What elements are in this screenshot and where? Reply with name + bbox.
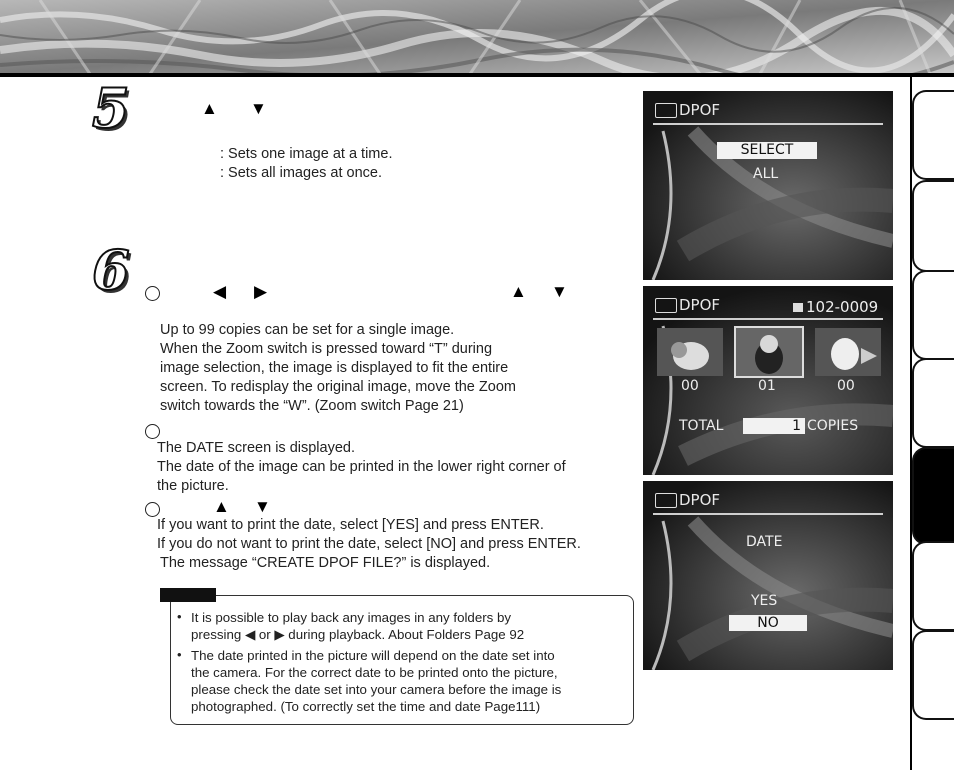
option-yes[interactable]: YES — [751, 593, 778, 609]
para3-line: The message “CREATE DPOF FILE?” is displayed. — [160, 555, 491, 571]
screen-title: DPOF — [679, 491, 721, 509]
screen-title: DPOF — [679, 101, 721, 119]
copy-count-3: 00 — [837, 378, 855, 394]
note-item2-line: the camera. For the correct date to be printed onto the picture, — [191, 665, 558, 680]
copy-count-2: 01 — [758, 378, 776, 394]
thumbnail-2-selected[interactable] — [734, 326, 804, 378]
total-label: TOTAL — [679, 418, 724, 434]
note-item1-line: pressing ◀ or ▶ during playback. About Folders Page 92 — [191, 627, 525, 642]
step-number-5: 5 — [92, 76, 130, 140]
para1-line: switch towards the “W”. (Zoom switch Page 21) — [160, 398, 464, 414]
copies-label: COPIES — [807, 418, 859, 434]
step-number-6: 6 — [92, 238, 130, 302]
para1-line: When the Zoom switch is pressed toward “T” during — [160, 341, 493, 357]
substep-1-circle — [145, 286, 160, 301]
copy-count-1: 00 — [681, 378, 699, 394]
side-tab-7[interactable] — [912, 630, 954, 720]
para1-line: screen. To redisplay the original image, move the Zoom — [160, 379, 516, 395]
para2-line: the picture. — [157, 478, 229, 494]
step5-all-desc: : Sets all images at once. — [220, 165, 382, 181]
folder-number — [793, 298, 878, 316]
para3-line: If you want to print the date, select [YES] and press ENTER. — [157, 517, 544, 533]
note-tag — [160, 588, 216, 602]
option-all[interactable]: ALL — [753, 166, 779, 182]
side-tab-4[interactable] — [912, 358, 954, 448]
para2-line: The date of the image can be printed in the lower right corner of — [157, 459, 566, 475]
para1-line: Up to 99 copies can be set for a single image. — [160, 322, 455, 338]
film-strip-graphic — [643, 481, 893, 670]
substep-2-circle — [145, 424, 160, 439]
header-banner — [0, 0, 954, 74]
right-arrow-icon: ▶ — [254, 282, 268, 301]
note-bullet: • — [177, 647, 182, 662]
header-rule — [0, 73, 954, 77]
note-item2-line: please check the date set into your camera before the image is — [191, 682, 562, 697]
thumbnail-1[interactable] — [657, 328, 723, 376]
option-select-highlighted[interactable]: SELECT — [717, 142, 817, 159]
folder-icon — [793, 303, 803, 312]
playback-icon — [655, 103, 677, 118]
side-tab-2[interactable] — [912, 180, 954, 272]
up-arrow-icon: ▲ — [201, 99, 218, 118]
dog-image-3 — [815, 328, 881, 376]
up-arrow-icon: ▲ — [213, 497, 230, 516]
screen-title: DPOF — [679, 296, 721, 314]
para2-line: The DATE screen is displayed. — [157, 440, 355, 456]
para3-line: If you do not want to print the date, select [NO] and press ENTER. — [157, 536, 581, 552]
down-arrow-icon: ▼ — [254, 497, 271, 516]
side-tab-3[interactable] — [912, 270, 954, 360]
screen-title-rule — [653, 318, 883, 320]
step5-select-desc: : Sets one image at a time. — [220, 146, 393, 162]
camera-screen-copies — [643, 286, 893, 475]
playback-icon — [655, 493, 677, 508]
note-item2-line: The date printed in the picture will depend on the date set into — [191, 648, 555, 663]
total-value: 1 — [743, 418, 805, 434]
up-arrow-icon: ▲ — [510, 282, 527, 301]
camera-screen-date — [643, 481, 893, 670]
camera-screen-select — [643, 91, 893, 280]
note-item2-line: photographed. (To correctly set the time and date Page111) — [191, 699, 541, 714]
screen-title-rule — [653, 123, 883, 125]
screen-title-rule — [653, 513, 883, 515]
para1-line: image selection, the image is displayed to fit the entire — [160, 360, 509, 376]
note-bullet: • — [177, 609, 182, 624]
dog-image-2 — [736, 328, 802, 376]
thumbnail-3[interactable] — [815, 328, 881, 376]
note-item1-line: It is possible to play back any images in any folders by — [191, 610, 512, 625]
down-arrow-icon: ▼ — [551, 282, 568, 301]
date-question: DATE — [746, 534, 783, 550]
side-tab-1[interactable] — [912, 90, 954, 180]
left-arrow-icon: ◀ — [213, 282, 227, 301]
film-strip-graphic — [643, 91, 893, 280]
banner-texture — [0, 0, 954, 74]
down-arrow-icon: ▼ — [250, 99, 267, 118]
option-no-highlighted[interactable]: NO — [729, 615, 807, 631]
side-tab-6[interactable] — [912, 541, 954, 631]
playback-icon — [655, 298, 677, 313]
dog-image-1 — [657, 328, 723, 376]
side-tab-5-active[interactable] — [912, 447, 954, 545]
folder-label: 102-0009 — [806, 298, 879, 316]
substep-3-circle — [145, 502, 160, 517]
